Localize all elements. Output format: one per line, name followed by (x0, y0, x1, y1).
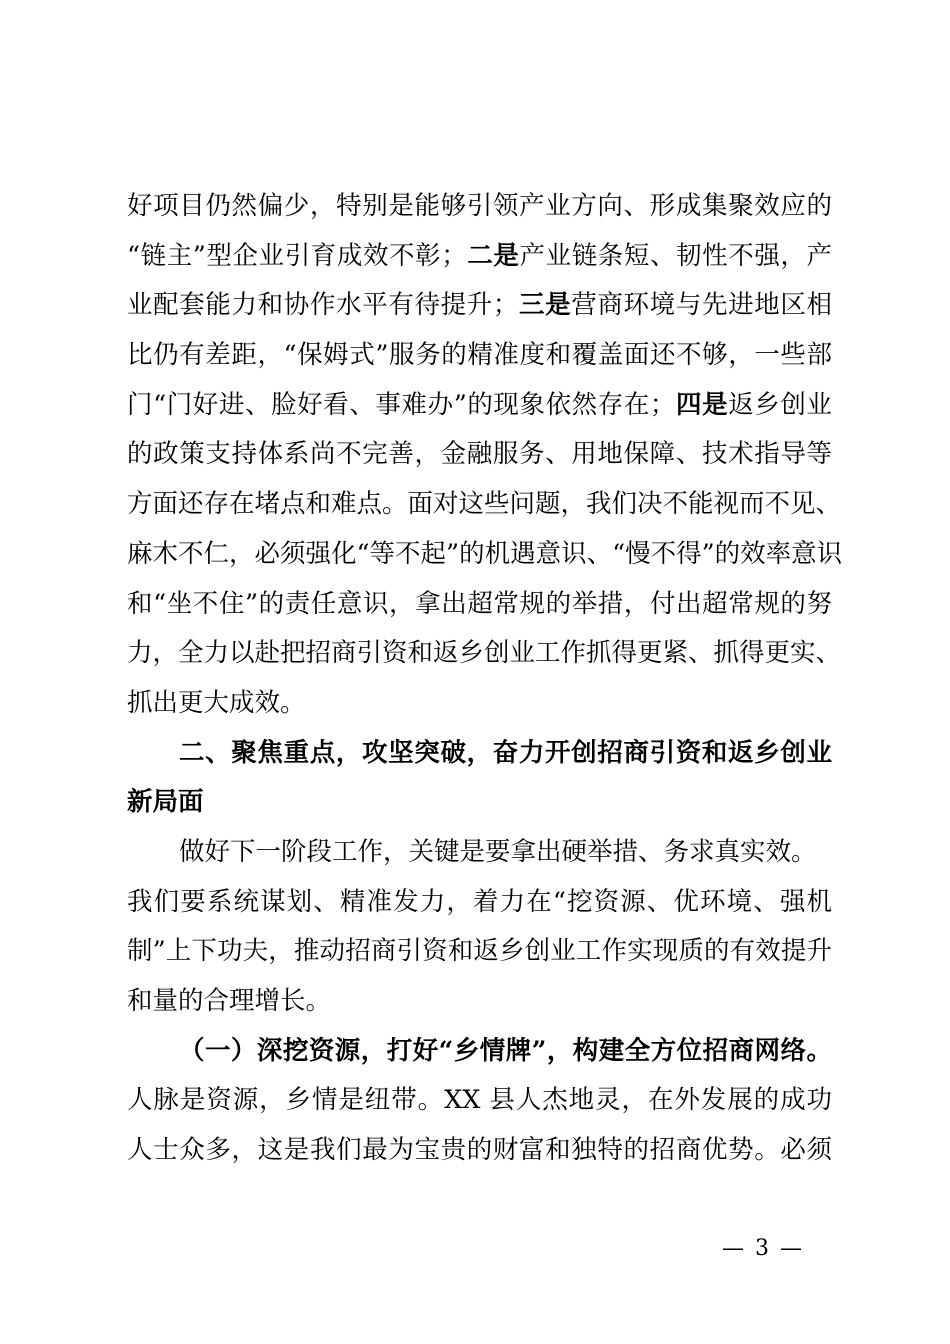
text-segment: 制”上下功夫，推动招商引资和返乡创业工作实现质的有效提升 (127, 936, 832, 967)
text-segment: 比仍有差距，“保姆式”服务的精准度和覆盖面还不够，一些部 (127, 340, 832, 371)
text-line (127, 430, 832, 480)
text-segment: 业配套能力和协作水平有待提升； (127, 290, 519, 321)
text-segment: 抓出更大成效。 (127, 687, 306, 718)
bold-text: 四是 (675, 389, 729, 420)
text-segment: 我们要系统谋划、精准发力，着力在“挖资源、优环境、强机 (127, 886, 832, 917)
text-line (127, 580, 832, 630)
text-segment: 麻木不仁，必须强化“等不起”的机遇意识、“慢不得”的效率意识 (127, 538, 843, 569)
text-segment: 和量的合理增长。 (127, 986, 332, 1016)
text-segment: “链主”型企业引育成效不彰； (127, 240, 467, 271)
text-segment: 门“门好进、脸好看、事难办”的现象依然存在； (127, 389, 676, 420)
bold-text: 二是 (466, 240, 520, 271)
text-line (127, 331, 832, 381)
text-line (127, 281, 832, 331)
text-line (127, 1027, 832, 1077)
text-line (127, 1076, 832, 1126)
text-segment: 的政策支持体系尚不完善，金融服务、用地保障、技术指导等 (127, 439, 832, 470)
text-line (127, 729, 832, 779)
page-number: — 3 — (722, 1236, 804, 1261)
text-segment: 人士众多，这是我们最为宝贵的财富和独特的招商优势。必须 (127, 1135, 832, 1166)
text-segment: 营商环境与先进地区相 (571, 290, 832, 321)
text-line (127, 977, 832, 1027)
text-segment: 产业链条短、韧性不强，产 (519, 240, 832, 271)
bold-text: 三是 (518, 290, 572, 321)
text-segment: 好项目仍然偏少，特别是能够引领产业方向、形成集聚效应的 (127, 191, 832, 221)
text-segment: 返乡创业 (728, 389, 832, 420)
text-line (127, 530, 843, 580)
text-line (127, 878, 832, 928)
text-line (127, 182, 832, 232)
text-line (127, 828, 832, 878)
bold-text: 新局面 (127, 787, 204, 818)
text-segment: 做好下一阶段工作，关键是要拿出硬举措、务求真实效。 (179, 836, 817, 867)
text-line (127, 1126, 832, 1176)
document-body (127, 182, 843, 1176)
text-line (127, 778, 832, 828)
text-line (127, 629, 842, 679)
text-line (127, 381, 832, 431)
text-line (127, 927, 832, 977)
text-segment: 方面还存在堵点和难点。面对这些问题，我们决不能视而不见、 (127, 489, 842, 520)
text-line (127, 232, 832, 282)
text-segment: 力，全力以赴把招商引资和返乡创业工作抓得更紧、抓得更实、 (127, 638, 842, 669)
bold-text: 二、聚焦重点，攻坚突破，奋力开创招商引资和返乡创业 (179, 737, 832, 768)
bold-text: （一）深挖资源，打好“乡情牌”，构建全方位招商网络。 (179, 1035, 832, 1066)
text-segment: 人脉是资源，乡情是纽带。XX 县人杰地灵，在外发展的成功 (127, 1085, 832, 1116)
text-line (127, 480, 842, 530)
text-segment: 和“坐不住”的责任意识，拿出超常规的举措，付出超常规的努 (127, 588, 832, 619)
text-line (127, 679, 832, 729)
